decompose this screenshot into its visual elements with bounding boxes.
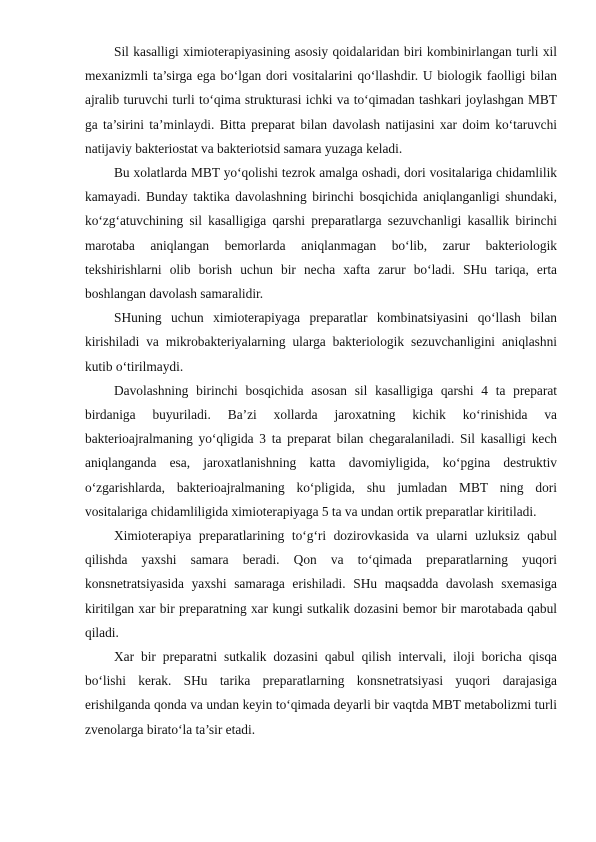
paragraph-3: SHuning uchun ximioterapiyaga preparatlar kombinatsiyasini qo‘llash bilan kirishiladi va mikrobakteriyalarning ularga bakteriologik sezuvchanligini aniqlashni kutib o‘tirilmaydi. bbox=[85, 310, 557, 374]
paragraph-6: Xar bir preparatni sutkalik dozasini qabul qilish intervali, iloji boricha qisqa bo‘lishi kerak. SHu tarika preparatlarning konsnetratsiyasi yuqori darajasiga erishilganda qonda va undan keyin to‘qimada deyarli bir vaqtda MBT metabolizmi turli zvenolarga birato‘la ta’sir etadi. bbox=[85, 649, 557, 737]
paragraph-1: Sil kasalligi ximioterapiyasining asosiy qoidalaridan biri kombinirlangan turli xil mexanizmli ta’sirga ega bo‘lgan dori vositalarini qo‘llashdir. U biologik faolligi bilan ajralib turuvchi turli to‘qima strukturasi ichki va to‘qimadan tashkari joylashgan MBT ga ta’sirini ta’minlaydi. Bitta preparat bilan davolash natijasini xar doim ko‘taruvchi natijaviy bakteriostat va bakteriotsid samara yuzaga keladi. bbox=[85, 44, 557, 156]
document-body bbox=[85, 40, 557, 742]
paragraph-2: Bu xolatlarda MBT yo‘qolishi tezrok amalga oshadi, dori vositalariga chidamlilik kamayadi. Bunday taktika davolashning birinchi bosqichida aniqlanganligi shundaki, ko‘zg‘atuvchining sil kasalligiga qarshi preparatlarga sezuvchanligi kasallik birinchi marotaba aniqlangan bemorlarda aniqlanmagan bo‘lib, zarur bakteriologik tekshirishlarni olib borish uchun bir necha xafta zarur bo‘ladi. SHu tariqa, erta boshlangan davolash samaralidir. bbox=[85, 165, 557, 302]
paragraph-4: Davolashning birinchi bosqichida asosan sil kasalligiga qarshi 4 ta preparat birdaniga buyuriladi. Ba’zi xollarda jaroxatning kichik ko‘rinishida va bakterioajralmaning yo‘qligida 3 ta preparat bilan chegaralaniladi. Sil kasalligi kech aniqlanganda esa, jaroxatlanishning katta davomiyligida, ko‘pgina destruktiv o‘zgarishlarda, bakterioajralmaning ko‘pligida, shu jumladan MBT ning dori vositalariga chidamliligida ximioterapiyaga 5 ta va undan ortik preparatlar kiritiladi. bbox=[85, 382, 557, 519]
paragraph-5: Ximioterapiya preparatlarining to‘g‘ri dozirovkasida va ularni uzluksiz qabul qilishda yaxshi samara beradi. Qon va to‘qimada preparatlarning yuqori konsnetratsiyasida yaxshi samaraga erishiladi. SHu maqsadda davolash sxemasiga kiritilgan xar bir preparatning xar kungi sutkalik dozasini bemor bir marotabada qabul qiladi. bbox=[85, 528, 557, 640]
